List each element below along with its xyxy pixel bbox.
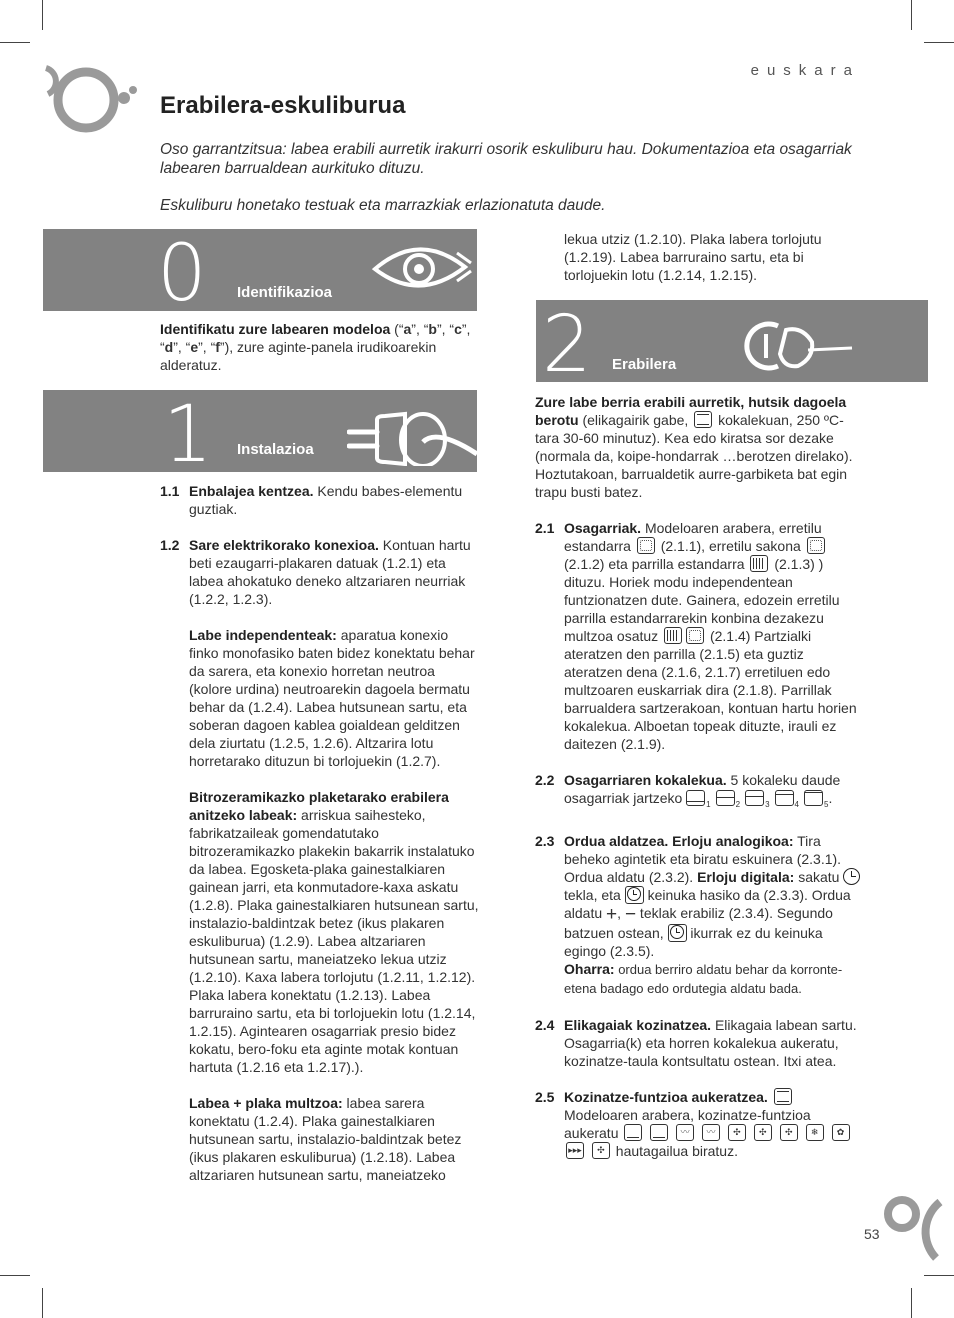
crop-mark — [924, 42, 954, 43]
grill-icon: 〰 — [702, 1124, 720, 1141]
minus-icon: − — [624, 904, 637, 925]
conventional-heat-icon — [624, 1124, 642, 1141]
text-fragment: , — [617, 905, 625, 921]
step-number: 1.1 — [160, 483, 180, 499]
fan-heat-icon: ✣ — [754, 1124, 772, 1141]
shelf-level-icon — [745, 790, 764, 806]
step-title: Osagarriak. — [564, 520, 642, 536]
section-label: Identifikazioa — [237, 284, 333, 301]
conventional-heat-icon — [694, 411, 712, 428]
shelf-level-number: 4 — [794, 800, 799, 809]
paragraph-title: Labea + plaka multzoa: — [189, 1095, 343, 1111]
model-letter: c — [454, 321, 462, 337]
text-fragment: (2.1.1), erretilu sakona — [656, 538, 805, 554]
function-selector-icon — [774, 1088, 792, 1105]
crop-mark — [924, 1275, 954, 1276]
preheat-paragraph — [535, 393, 865, 501]
identification-bold: Identifikatu zure labearen modeloa — [160, 321, 391, 337]
step-1-1 — [160, 482, 480, 518]
continued-paragraph: lekua utziz (1.2.10). Plaka labera torlojutu (1.2.19). Labea barruraino sartu, eta bi torlojuekin lotu (1.2.14, 1.2.15). — [564, 231, 822, 283]
grill-rack-icon — [664, 627, 682, 644]
text-fragment: hautagailua biratuz. — [611, 1143, 738, 1159]
bottom-heat-icon — [650, 1124, 668, 1141]
model-letter: e — [190, 339, 199, 355]
rapid-heat-icon: ▸▸▸ — [566, 1142, 584, 1159]
text-fragment: Modeloaren arabera, erretilu estandarra — [564, 520, 822, 554]
model-letter: f — [215, 339, 220, 355]
text-fragment: ”), zure aginte-panela irudikoarekin alderatuz. — [160, 339, 437, 373]
brand-logo-corner-icon — [880, 1190, 954, 1262]
section-band-identification — [43, 229, 477, 311]
step-title: Kozinatze-funtzioa aukeratzea. — [564, 1089, 768, 1105]
paragraph-text: labea sarera konektatu (1.2.4). Plaka gainestalkiaren hutsunean sartu, instalazio-baldintzak betez (ikus plakaren eskuliburua) (1.2.18). Labea altzariaren hutsunean sartu, maneiatzeko — [189, 1095, 462, 1183]
step-title: Ordua aldatzea. Erloju analogikoa: — [564, 833, 794, 849]
section-band-use — [536, 300, 928, 382]
text-fragment: (2.1.4) Partzialki ateratzen den parrilla (2.1.5) eta guztiz ateratzen dena (2.1.6, 2.1.7) erretiluen edo multzoaren euskarriak dira (2.1.8). Parrillak barrualdera sartzerakoan, kontuan hartu horien kokalekua. Alboetan topeak dituzte, irauli ez daitezen (2.1.9). — [564, 628, 857, 752]
eye-icon — [369, 237, 473, 301]
plug-icon — [347, 402, 477, 466]
text-fragment: (elikagairik gabe, — [578, 412, 693, 428]
text-fragment: ”, “ — [411, 321, 429, 337]
crop-mark — [42, 0, 43, 30]
standard-tray-icon — [637, 537, 655, 554]
step-title: Elikagaiak kozinatzea. — [564, 1017, 712, 1033]
fan-circular-icon: ✿ — [832, 1124, 850, 1141]
shelf-level-icon — [716, 790, 735, 806]
installation-steps — [160, 482, 480, 1184]
text-fragment: ikurrak ez du keinuka egingo (2.3.5). — [564, 925, 823, 959]
step-text: Kendu babes-elementu guztiak. — [189, 483, 463, 517]
step-2-5 — [535, 1088, 865, 1160]
step-2-2 — [535, 771, 865, 814]
text-fragment: Tira beheko agintetik eta biratu eskuinera (2.3.1). Ordua aldatu (2.3.2). — [564, 833, 842, 885]
text-fragment: teklak erabiliz (2.3.4). Segundo batzuen ostean, — [564, 905, 833, 941]
text-fragment: keinuka hasiko da (2.3.3). Ordua aldatu — [564, 887, 851, 921]
text-fragment: 5 kokaleku daude osagarriak jartzeko — [564, 772, 841, 806]
intro-paragraph: Oso garrantzitsua: labea erabili aurretik irakurri osorik eskuliburu hau. Dokumentazioa eta osagarriak labearen barrualdean aurkituko dituzu. — [160, 141, 852, 177]
step-number: 2.2 — [535, 772, 555, 788]
crop-mark — [0, 1275, 30, 1276]
section-number: 1 — [163, 390, 213, 472]
step-2-3 — [535, 832, 865, 998]
clock-icon — [843, 868, 860, 885]
paragraph-text: aparatua konexio finko monofasiko baten bidez konektatu behar da sarera, eta konexio horretan neutroa (kolore urdina) neutroarekin dagoela bermatu behar da (1.2.4). Labea hutsunean sartu, eta soberan dagoen kablea goialdean gelditzen dela ziurtatu (1.2.5, 1.2.6). Altzarira lotu horretarako dituzun bi torlojuekin (1.2.7). — [189, 627, 475, 769]
shelf-level-number: 2 — [735, 800, 741, 809]
step-title: Enbalajea kentzea. — [189, 483, 314, 499]
top-heat-icon: 〰 — [676, 1124, 694, 1141]
shelf-level-number: 1 — [706, 800, 711, 809]
step-number: 2.5 — [535, 1089, 555, 1105]
standard-tray-icon — [686, 627, 704, 644]
text-fragment: sakatu — [794, 869, 844, 885]
page-title: Erabilera-eskuliburua — [160, 92, 406, 119]
text-fragment: (“ — [390, 321, 404, 337]
defrost-icon: ❄ — [806, 1124, 824, 1141]
eco-fan-icon: ✣ — [592, 1142, 610, 1159]
text-fragment: tekla, eta — [564, 887, 625, 903]
step-number: 1.2 — [160, 537, 180, 553]
intro-note: Eskuliburu honetako testuak eta marrazkiak erlazionatuta daude. — [160, 197, 606, 214]
section-label: Erabilera — [612, 356, 677, 373]
shelf-level-icon — [775, 790, 794, 806]
paragraph-title: Labe independenteak: — [189, 627, 337, 643]
section-number: 0 — [157, 229, 207, 311]
step-number: 2.1 — [535, 520, 555, 536]
clock-display-icon — [668, 924, 687, 942]
preheat-title: Zure labe berria erabili aurretik, hutsik dagoela berotu — [535, 394, 847, 428]
section-number: 2 — [542, 300, 592, 382]
grill-rack-icon — [750, 555, 768, 572]
section-band-installation — [43, 390, 477, 472]
plus-icon: + — [606, 904, 618, 925]
text-fragment: ”, “ — [173, 339, 191, 355]
page-number: 53 — [864, 1226, 880, 1242]
crop-mark — [911, 0, 912, 30]
deep-tray-icon — [807, 537, 825, 554]
text-fragment: (2.1.2) eta parrilla estandarra — [564, 556, 749, 572]
text-fragment: ”, “ — [198, 339, 216, 355]
step-title: Osagarriaren kokalekua. — [564, 772, 727, 788]
text-fragment: (2.1.3) ) dituzu. Horiek modu independentean funtzionatzen dute. Gainera, edozein erretilu parrilla estandarrarekin konbina dezakezu multzoa osatuz — [564, 556, 840, 644]
shelf-level-icon — [686, 790, 705, 806]
step-2-4 — [535, 1016, 865, 1070]
fan-grill-icon: ✣ — [728, 1124, 746, 1141]
vitroceramic-ovens — [160, 788, 480, 1076]
clock-display-icon — [625, 886, 644, 904]
step-number: 2.3 — [535, 833, 555, 849]
step-title: Sare elektrikorako konexioa. — [189, 537, 379, 553]
continued-text — [564, 230, 864, 284]
step-number: 2.4 — [535, 1017, 555, 1033]
shelf-level-number: 5 — [823, 800, 829, 809]
finger-button-icon — [742, 308, 862, 378]
brand-logo-icon — [40, 64, 140, 136]
crop-mark — [0, 42, 30, 43]
shelf-level-icon — [804, 790, 823, 806]
model-letter: d — [164, 339, 174, 355]
use-section — [535, 393, 865, 1160]
oven-hob-set — [160, 1094, 480, 1184]
shelf-level-number: 3 — [765, 800, 770, 809]
text-fragment: Modeloaren arabera, kozinatze-funtzioa aukeratu — [564, 1107, 811, 1141]
paragraph-text: arriskua saihesteko, fabrikatzaileak gomendatutako bitrozeramikazko plakekin bakarrik instalatuko da labea. Egosketa-plaka gainestalkiaren gainean jarri, eta konmutadore-kaxa askatu (1.2.8). Plaka gainestalkiaren hutsunean sartu, instalazio-baldintzak betez (ikus plakaren eskuliburua) (1.2.9). Labea altzariaren hutsunean sartu, maneiatzeko lekua utziz (1.2.10). Kaxa labera torlojutu (1.2.11, 1.2.12). Plaka labera konektatu (1.2.13). Labea barruraino sartu, eta bi torlojuekin lotu (1.2.14, 1.2.15). Agintearen osagarriak presio bidez kokatu, bero-foku eta aginte motak kontuan hartuta (1.2.16 eta 1.2.17).). — [189, 807, 479, 1075]
paragraph-title: Bitrozeramikazko plaketarako erabilera anitzeko labeak: — [189, 789, 449, 823]
section-label: Instalazioa — [237, 441, 314, 458]
model-letter: a — [403, 321, 412, 337]
fan-bottom-heat-icon: ✣ — [780, 1124, 798, 1141]
model-letter: b — [428, 321, 437, 337]
crop-mark — [42, 1288, 43, 1318]
step-1-2 — [160, 536, 480, 608]
identification-text — [160, 320, 476, 374]
step-text: Elikagaia labean sartu. Osagarria(k) eta horren kokalekua aukeratu, kozinatze-taula kontsultatu ostean. Itxi atea. — [564, 1017, 857, 1069]
crop-mark — [911, 1288, 912, 1318]
step-text: Kontuan hartu beti ezaugarri-plakaren datuak (1.2.1) eta labea ahokatuko deneko altzariaren neurriak (1.2.2, 1.2.3). — [189, 537, 471, 607]
independent-ovens — [160, 626, 480, 770]
digital-clock-title: Erloju digitala: — [697, 869, 795, 885]
note-title: Oharra: — [564, 961, 615, 977]
language-label: euskara — [750, 62, 860, 79]
text-fragment: . — [828, 790, 833, 806]
text-fragment: kokalekuan, 250 ºC-tara 30-60 minutuz). Kea edo kiratsa sor dezake (normala da, koipe-hondarrak …berotzen direlako). Hoztutakoan, barrualdetik aurre-garbiketa bat egin trapu busti batez. — [535, 412, 853, 500]
step-2-1 — [535, 519, 865, 753]
note-text: ordua berriro aldatu behar da korronte-etena badago edo ordutegia aldatu bada. — [564, 962, 843, 996]
text-fragment: ”, “ — [160, 321, 471, 355]
text-fragment: ”, “ — [436, 321, 455, 337]
